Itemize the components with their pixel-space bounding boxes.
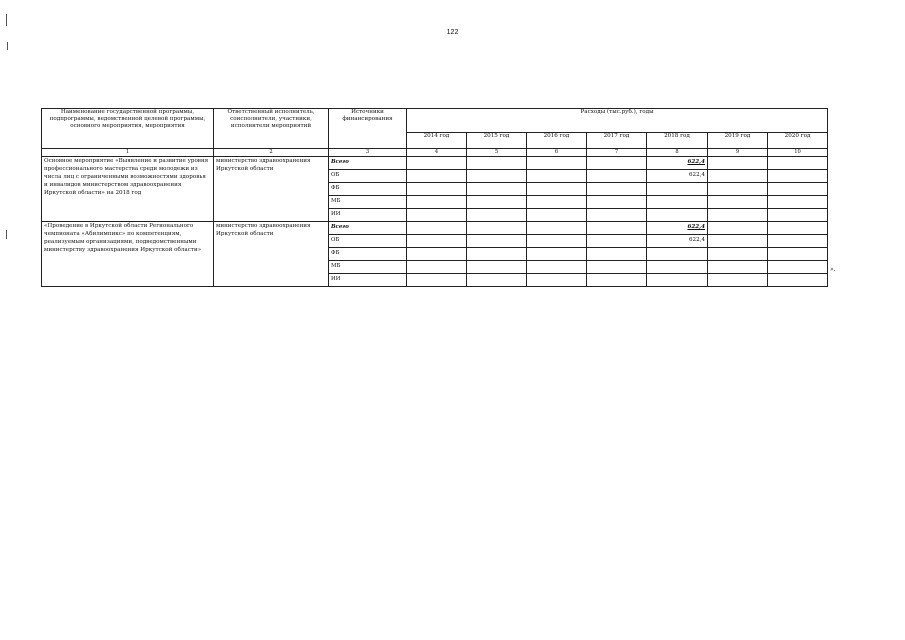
- funding-source: Всего: [329, 222, 407, 235]
- expense-value: [407, 274, 467, 287]
- responsible-executor: министерство здравоохранения Иркутской области: [214, 222, 329, 287]
- expense-value: [708, 274, 768, 287]
- expense-value: [467, 274, 527, 287]
- expense-value: [708, 170, 768, 183]
- column-number: 9: [708, 149, 768, 157]
- expense-value: [467, 222, 527, 235]
- expense-value: [407, 248, 467, 261]
- expense-value: [407, 170, 467, 183]
- column-number: 7: [587, 149, 647, 157]
- expense-value: [587, 222, 647, 235]
- column-number: 3: [329, 149, 407, 157]
- expense-value: [647, 196, 708, 209]
- column-number: 5: [467, 149, 527, 157]
- expense-value: [587, 274, 647, 287]
- expense-value: [527, 170, 587, 183]
- scan-edge-mark: [6, 14, 7, 26]
- funding-source: МБ: [329, 196, 407, 209]
- header-responsible: Ответственный исполнитель, соисполнители, участники, исполнители мероприятий: [214, 109, 329, 149]
- expense-value: [407, 235, 467, 248]
- expense-value: [527, 196, 587, 209]
- expense-value: [527, 261, 587, 274]
- header-year: 2018 год: [647, 133, 708, 149]
- column-number: 1: [42, 149, 214, 157]
- expense-value: 622,4: [647, 170, 708, 183]
- expense-value: [708, 235, 768, 248]
- expense-value: [587, 261, 647, 274]
- expense-value: [467, 235, 527, 248]
- budget-table: [41, 108, 828, 287]
- column-number: 8: [647, 149, 708, 157]
- scan-edge-mark: [7, 42, 8, 50]
- header-year: 2016 год: [527, 133, 587, 149]
- expense-value: [708, 261, 768, 274]
- expense-value: [768, 248, 828, 261]
- column-number: 10: [768, 149, 828, 157]
- funding-source: Всего: [329, 157, 407, 170]
- expense-value: [708, 222, 768, 235]
- expense-value: [467, 196, 527, 209]
- header-expenses: Расходы (тыс.руб.), годы: [407, 109, 828, 133]
- expense-value: [708, 157, 768, 170]
- closing-quote-mark: ».: [830, 266, 836, 273]
- funding-source: ФБ: [329, 183, 407, 196]
- expense-value: [587, 157, 647, 170]
- header-year: 2014 год: [407, 133, 467, 149]
- expense-value: [467, 183, 527, 196]
- expense-value: [587, 196, 647, 209]
- funding-source: ОБ: [329, 170, 407, 183]
- expense-value: [768, 222, 828, 235]
- header-year: 2019 год: [708, 133, 768, 149]
- expense-value: [708, 183, 768, 196]
- expense-value: [768, 235, 828, 248]
- expense-value: [527, 222, 587, 235]
- expense-value: [467, 209, 527, 222]
- expense-value: [768, 183, 828, 196]
- expense-value: 622,4: [647, 222, 708, 235]
- expense-value: [407, 261, 467, 274]
- expense-value: [647, 274, 708, 287]
- responsible-executor: министерство здравоохранения Иркутской области: [214, 157, 329, 222]
- expense-value: [587, 235, 647, 248]
- expense-value: [527, 209, 587, 222]
- funding-source: ИИ: [329, 274, 407, 287]
- header-name: Наименование государственной программы, подпрограммы, ведомственной целевой программы, основного мероприятия, мероприятия: [42, 109, 214, 149]
- header-year: 2020 год: [768, 133, 828, 149]
- expense-value: [407, 209, 467, 222]
- activity-name: «Проведение в Иркутской области Регионального чемпионата «Абилимпикс» по компетенциям, реализуемым организациями, подведомственными министерству здравоохранения Иркутской области»: [42, 222, 214, 287]
- header-year: 2015 год: [467, 133, 527, 149]
- expense-value: [768, 261, 828, 274]
- expense-value: [467, 170, 527, 183]
- expense-value: [768, 196, 828, 209]
- expense-value: [768, 274, 828, 287]
- expense-value: [467, 157, 527, 170]
- funding-source: ИИ: [329, 209, 407, 222]
- table-row: [42, 222, 828, 235]
- expense-value: [407, 157, 467, 170]
- expense-value: [527, 235, 587, 248]
- expense-value: [587, 248, 647, 261]
- expense-value: [407, 196, 467, 209]
- expense-value: [708, 196, 768, 209]
- expense-value: 622,4: [647, 235, 708, 248]
- funding-source: МБ: [329, 261, 407, 274]
- expense-value: [587, 209, 647, 222]
- expense-value: [647, 248, 708, 261]
- scan-edge-mark: [6, 230, 7, 239]
- expense-value: [647, 183, 708, 196]
- header-sources: Источники финансирования: [329, 109, 407, 149]
- expense-value: [708, 209, 768, 222]
- expense-value: 622,4: [647, 157, 708, 170]
- expense-value: [407, 222, 467, 235]
- expense-value: [467, 248, 527, 261]
- column-number: 6: [527, 149, 587, 157]
- activity-name: Основное мероприятие «Выявление и развитие уровня профессионального мастерства среди молодежи из числа лиц с ограниченными возможностями здоровья и инвалидов министерством здравоохранения Иркутской области» на 2018 год: [42, 157, 214, 222]
- expense-value: [768, 209, 828, 222]
- expense-value: [407, 183, 467, 196]
- expense-value: [768, 170, 828, 183]
- expense-value: [708, 248, 768, 261]
- column-number: 2: [214, 149, 329, 157]
- expense-value: [527, 248, 587, 261]
- expense-value: [527, 183, 587, 196]
- expense-value: [647, 209, 708, 222]
- expense-value: [647, 261, 708, 274]
- expense-value: [467, 261, 527, 274]
- expense-value: [587, 183, 647, 196]
- page-number: 122: [446, 29, 459, 36]
- expense-value: [527, 274, 587, 287]
- expense-value: [587, 170, 647, 183]
- table-row: [42, 157, 828, 170]
- header-year: 2017 год: [587, 133, 647, 149]
- expense-value: [527, 157, 587, 170]
- column-number: 4: [407, 149, 467, 157]
- funding-source: ФБ: [329, 248, 407, 261]
- expense-value: [768, 157, 828, 170]
- funding-source: ОБ: [329, 235, 407, 248]
